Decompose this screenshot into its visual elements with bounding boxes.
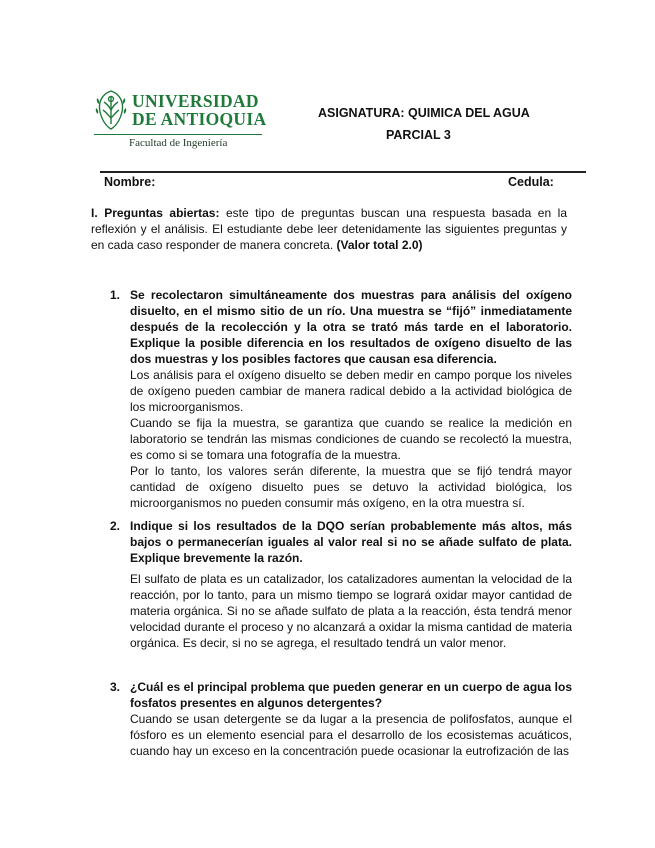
question-number: 1. (110, 288, 121, 302)
answer-paragraph: Cuando se fija la muestra, se garantiza que cuando se realice la medición en laboratorio se tendrán las mismas condiciones de cuando se recolectó la muestra, es como si se tomara una fotografía de la muestra. (130, 416, 572, 462)
instructions-text: este tipo de preguntas buscan una respuesta basada en la reflexión y el análisis. El estudiante debe leer detenidamente las siguientes preguntas y en cada caso responder de manera concreta. (91, 206, 567, 252)
question-text: Se recolectaron simultáneamente dos muestras para análisis del oxígeno disuelto, en el mismo sitio de un río. Una muestra se “fijó” inmediatamente después de la recolección y la otra se trató más tarde en el laboratorio. Explique la posible diferencia en los resultados de oxígeno disuelto de las dos muestras y los posibles factores que causan esa diferencia. (130, 288, 572, 366)
question-number: 3. (110, 680, 121, 694)
instructions-paragraph (91, 205, 567, 253)
instructions-value: (Valor total 2.0) (336, 238, 423, 252)
answer-paragraph: Los análisis para el oxígeno disuelto se deben medir en campo porque los niveles de oxígeno pueden cambiar de manera radical debido a la actividad biológica de los microorganismos. (130, 368, 572, 414)
question-text: Indique si los resultados de la DQO serían probablemente más altos, más bajos o permanecerían iguales al valor real si no se añade sulfato de plata. Explique brevemente la razón. (130, 519, 572, 565)
answer-paragraph: El sulfato de plata es un catalizador, los catalizadores aumentan la velocidad de la reacción, por lo tanto, para un mismo tiempo se logrará oxidar mayor cantidad de materia orgánica. Si no se añade sulfato de plata a la reacción, ésta tendrá menor velocidad durante el proceso y no alcanzará a oxidar la misma cantidad de materia orgánica. Es decir, si no se agrega, el resultado tendrá un valor menor. (130, 572, 572, 650)
subject-title: ASIGNATURA: QUIMICA DEL AGUA (318, 106, 530, 120)
exam-title: PARCIAL 3 (386, 128, 451, 142)
faculty-name: Facultad de Ingeniería (129, 137, 228, 149)
instructions-heading: I. Preguntas abiertas: (91, 206, 220, 220)
name-line-divider (100, 171, 586, 173)
id-label: Cedula: (508, 175, 554, 189)
answer-paragraph: Cuando se usan detergente se da lugar a la presencia de polifosfatos, aunque el fósforo es un elemento esencial para el desarrollo de los ecosistemas acuáticos, cuando hay un exceso en la concentración puede ocasionar la eutrofización de las (130, 712, 572, 758)
name-label: Nombre: (104, 175, 156, 189)
question-text: ¿Cuál es el principal problema que pueden generar en un cuerpo de agua los fosfatos presentes en algunos detergentes? (130, 680, 572, 710)
logo-divider (94, 134, 262, 135)
question-number: 2. (110, 519, 121, 533)
university-seal-icon (94, 88, 128, 132)
answer-paragraph: Por lo tanto, los valores serán diferente, la muestra que se fijó tendrá mayor cantidad de oxígeno disuelto pues se detuvo la actividad biológica, los microorganismos no pueden consumir más oxígeno, en la otra muestra sí. (130, 464, 572, 510)
logo-text-line1: UNIVERSIDAD (132, 91, 259, 111)
logo-text-line2: DE ANTIOQUIA (132, 109, 267, 129)
university-logo (94, 88, 269, 152)
